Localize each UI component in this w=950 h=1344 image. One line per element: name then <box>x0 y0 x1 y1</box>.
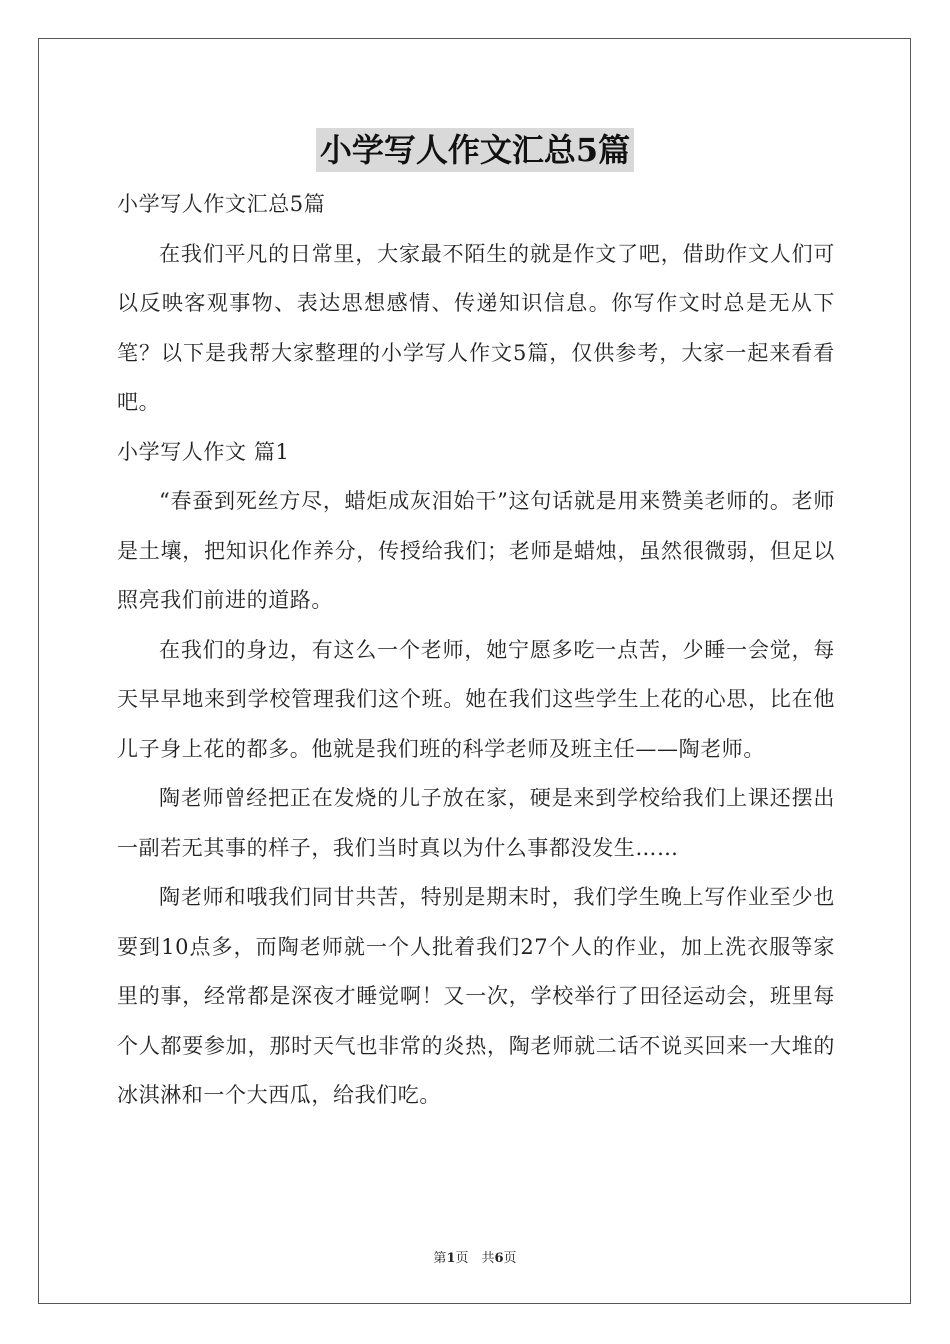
body-paragraph-3: 陶老师曾经把正在发烧的儿子放在家，硬是来到学校给我们上课还摆出一副若无其事的样子，我们当时真以为什么事都没发生…… <box>117 786 835 860</box>
document-title: 小学写人作文汇总5篇 <box>316 128 634 172</box>
section-heading: 小学写人作文 篇1 <box>117 439 290 464</box>
footer-total-pages: 6 <box>494 1251 504 1266</box>
footer-page-suffix: 页 <box>503 1251 517 1266</box>
footer-page-mid: 页 共 <box>455 1251 495 1266</box>
body-paragraph-2: 在我们的身边，有这么一个老师，她宁愿多吃一点苦，少睡一会觉，每天早早地来到学校管理我们这个班。她在我们这些学生上花的心思，比在他儿子身上花的都多。他就是我们班的科学老师及班主任——陶老师。 <box>117 637 835 761</box>
document-subtitle: 小学写人作文汇总5篇 <box>117 192 326 216</box>
title-container <box>0 128 950 172</box>
body-paragraph-1: “春蚕到死丝方尽，蜡炬成灰泪始干”这句话就是用来赞美老师的。老师是土壤，把知识化作养分，传授给我们；老师是蜡烛，虽然很微弱，但足以照亮我们前进的道路。 <box>117 489 835 612</box>
page-footer <box>0 1247 950 1266</box>
intro-paragraph: 在我们平凡的日常里，大家最不陌生的就是作文了吧，借助作文人们可以反映客观事物、表达思想感情、传递知识信息。你写作文时总是无从下笔？以下是我帮大家整理的小学写人作文5篇，仅供参考，大家一起来看看吧。 <box>117 241 835 414</box>
body-paragraph-4: 陶老师和哦我们同甘共苦，特别是期末时，我们学生晚上写作业至少也要到10点多，而陶老师就一个人批着我们27个人的作业，加上洗衣服等家里的事，经常都是深夜才睡觉啊！又一次，学校举行了田径运动会，班里每个人都要参加，那时天气也非常的炎热，陶老师就二话不说买回来一大堆的冰淇淋和一个大西瓜，给我们吃。 <box>117 885 835 1107</box>
footer-page-number: 1 <box>446 1251 456 1266</box>
document-body <box>117 180 835 1121</box>
footer-page-prefix: 第 <box>433 1251 447 1266</box>
